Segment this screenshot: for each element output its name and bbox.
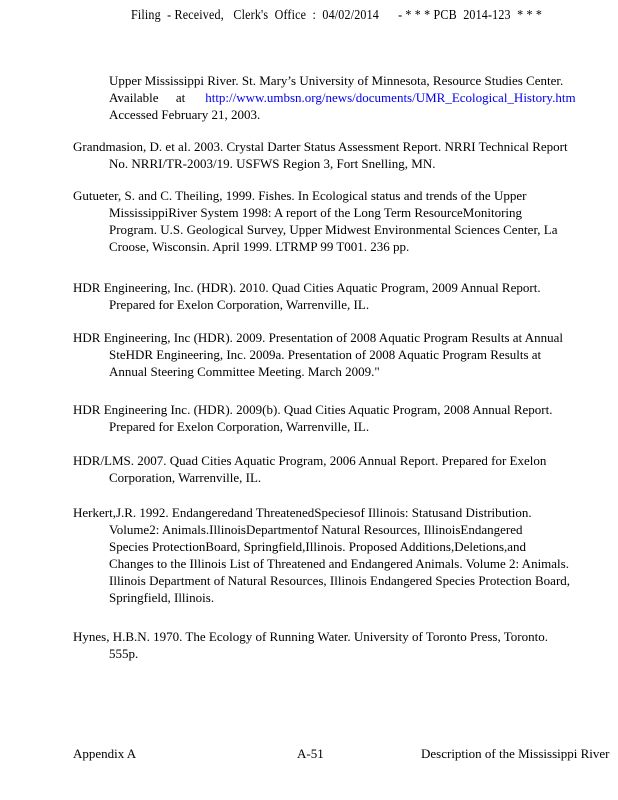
reference-line: [73, 221, 613, 238]
reference-entry: [73, 329, 613, 380]
reference-text: HDR Engineering, Inc. (HDR). 2010. Quad Cities Aquatic Program, 2009 Annual Report.: [73, 280, 541, 295]
reference-entry: [73, 628, 613, 662]
reference-entry: [73, 72, 613, 123]
reference-line: [73, 279, 613, 296]
reference-text: Illinois Department of Natural Resources, Illinois Endangered Species Protection Board,: [109, 573, 571, 588]
reference-url-link[interactable]: http://www.umbsn.org/news/documents/UMR_Ecological_History.htm: [205, 90, 576, 105]
reference-line: [73, 469, 613, 486]
reference-line: [73, 238, 613, 255]
reference-line: [73, 452, 613, 469]
reference-text: Species ProtectionBoard, Springfield,Illinois. Proposed Additions,Deletions,and: [109, 539, 527, 554]
reference-line: [73, 89, 613, 106]
reference-line: [73, 106, 613, 123]
reference-text: No. NRRI/TR-2003/19. USFWS Region 3, Fort Snelling, MN.: [109, 156, 436, 171]
reference-line: [73, 645, 613, 662]
reference-text: 555p.: [109, 646, 139, 661]
reference-line: [73, 401, 613, 418]
reference-entry: [73, 504, 613, 606]
reference-entry: [73, 279, 613, 313]
reference-line: [73, 72, 613, 89]
reference-line: [73, 504, 613, 521]
reference-line: [73, 572, 613, 589]
reference-text: Accessed February 21, 2003.: [109, 107, 261, 122]
reference-text: Annual Steering Committee Meeting. March 2009.": [109, 364, 380, 379]
reference-entry: [73, 138, 613, 172]
reference-line: [73, 138, 613, 155]
reference-text: Corporation, Warrenville, IL.: [109, 470, 262, 485]
reference-text: Volume2: Animals.IllinoisDepartmentof Natural Resources, IllinoisEndangered: [109, 522, 523, 537]
reference-text: HDR Engineering Inc. (HDR). 2009(b). Quad Cities Aquatic Program, 2008 Annual Report.: [73, 402, 553, 417]
reference-line: [73, 329, 613, 346]
reference-line: [73, 555, 613, 572]
reference-line: [73, 589, 613, 606]
reference-text: Changes to the Illinois List of Threatened and Endangered Animals. Volume 2: Animals.: [109, 556, 569, 571]
reference-text: Available at: [109, 90, 186, 105]
reference-line: [73, 521, 613, 538]
reference-line: [73, 346, 613, 363]
reference-line: [73, 296, 613, 313]
reference-line: [73, 418, 613, 435]
reference-text: HDR/LMS. 2007. Quad Cities Aquatic Program, 2006 Annual Report. Prepared for Exelon: [73, 453, 547, 468]
reference-text: Prepared for Exelon Corporation, Warrenville, IL.: [109, 297, 370, 312]
reference-text: Grandmasion, D. et al. 2003. Crystal Darter Status Assessment Report. NRRI Technical Report: [73, 139, 568, 154]
reference-text: Prepared for Exelon Corporation, Warrenville, IL.: [109, 419, 370, 434]
reference-text: HDR Engineering, Inc (HDR). 2009. Presentation of 2008 Aquatic Program Results at Annual: [73, 330, 563, 345]
filing-stamp: Filing - Received, Clerk's Office : 04/02/2014 - * * * PCB 2014-123 * * *: [131, 8, 543, 23]
reference-line: [73, 204, 613, 221]
footer-page-number: A-51: [297, 746, 324, 761]
footer-section-title: Description of the Mississippi River: [421, 746, 610, 761]
reference-line: [73, 628, 613, 645]
reference-text: MississippiRiver System 1998: A report of the Long Term ResourceMonitoring: [109, 205, 523, 220]
reference-line: [73, 155, 613, 172]
reference-entry: [73, 401, 613, 435]
reference-entry: [73, 187, 613, 255]
reference-text: Herkert,J.R. 1992. Endangeredand ThreatenedSpeciesof Illinois: Statusand Distribution.: [73, 505, 532, 520]
reference-text: Upper Mississippi River. St. Mary’s University of Minnesota, Resource Studies Center.: [109, 73, 564, 88]
reference-text: Hynes, H.B.N. 1970. The Ecology of Running Water. University of Toronto Press, Toronto.: [73, 629, 548, 644]
reference-line: [73, 187, 613, 204]
reference-text: Gutueter, S. and C. Theiling, 1999. Fishes. In Ecological status and trends of the Upper: [73, 188, 527, 203]
footer-appendix: Appendix A: [73, 746, 137, 761]
reference-entry: [73, 452, 613, 486]
reference-line: [73, 538, 613, 555]
reference-text: Program. U.S. Geological Survey, Upper Midwest Environmental Sciences Center, La: [109, 222, 558, 237]
reference-line: [73, 363, 613, 380]
reference-text: Springfield, Illinois.: [109, 590, 215, 605]
reference-text: Croose, Wisconsin. April 1999. LTRMP 99 T001. 236 pp.: [109, 239, 410, 254]
reference-text: SteHDR Engineering, Inc. 2009a. Presentation of 2008 Aquatic Program Results at: [109, 347, 542, 362]
